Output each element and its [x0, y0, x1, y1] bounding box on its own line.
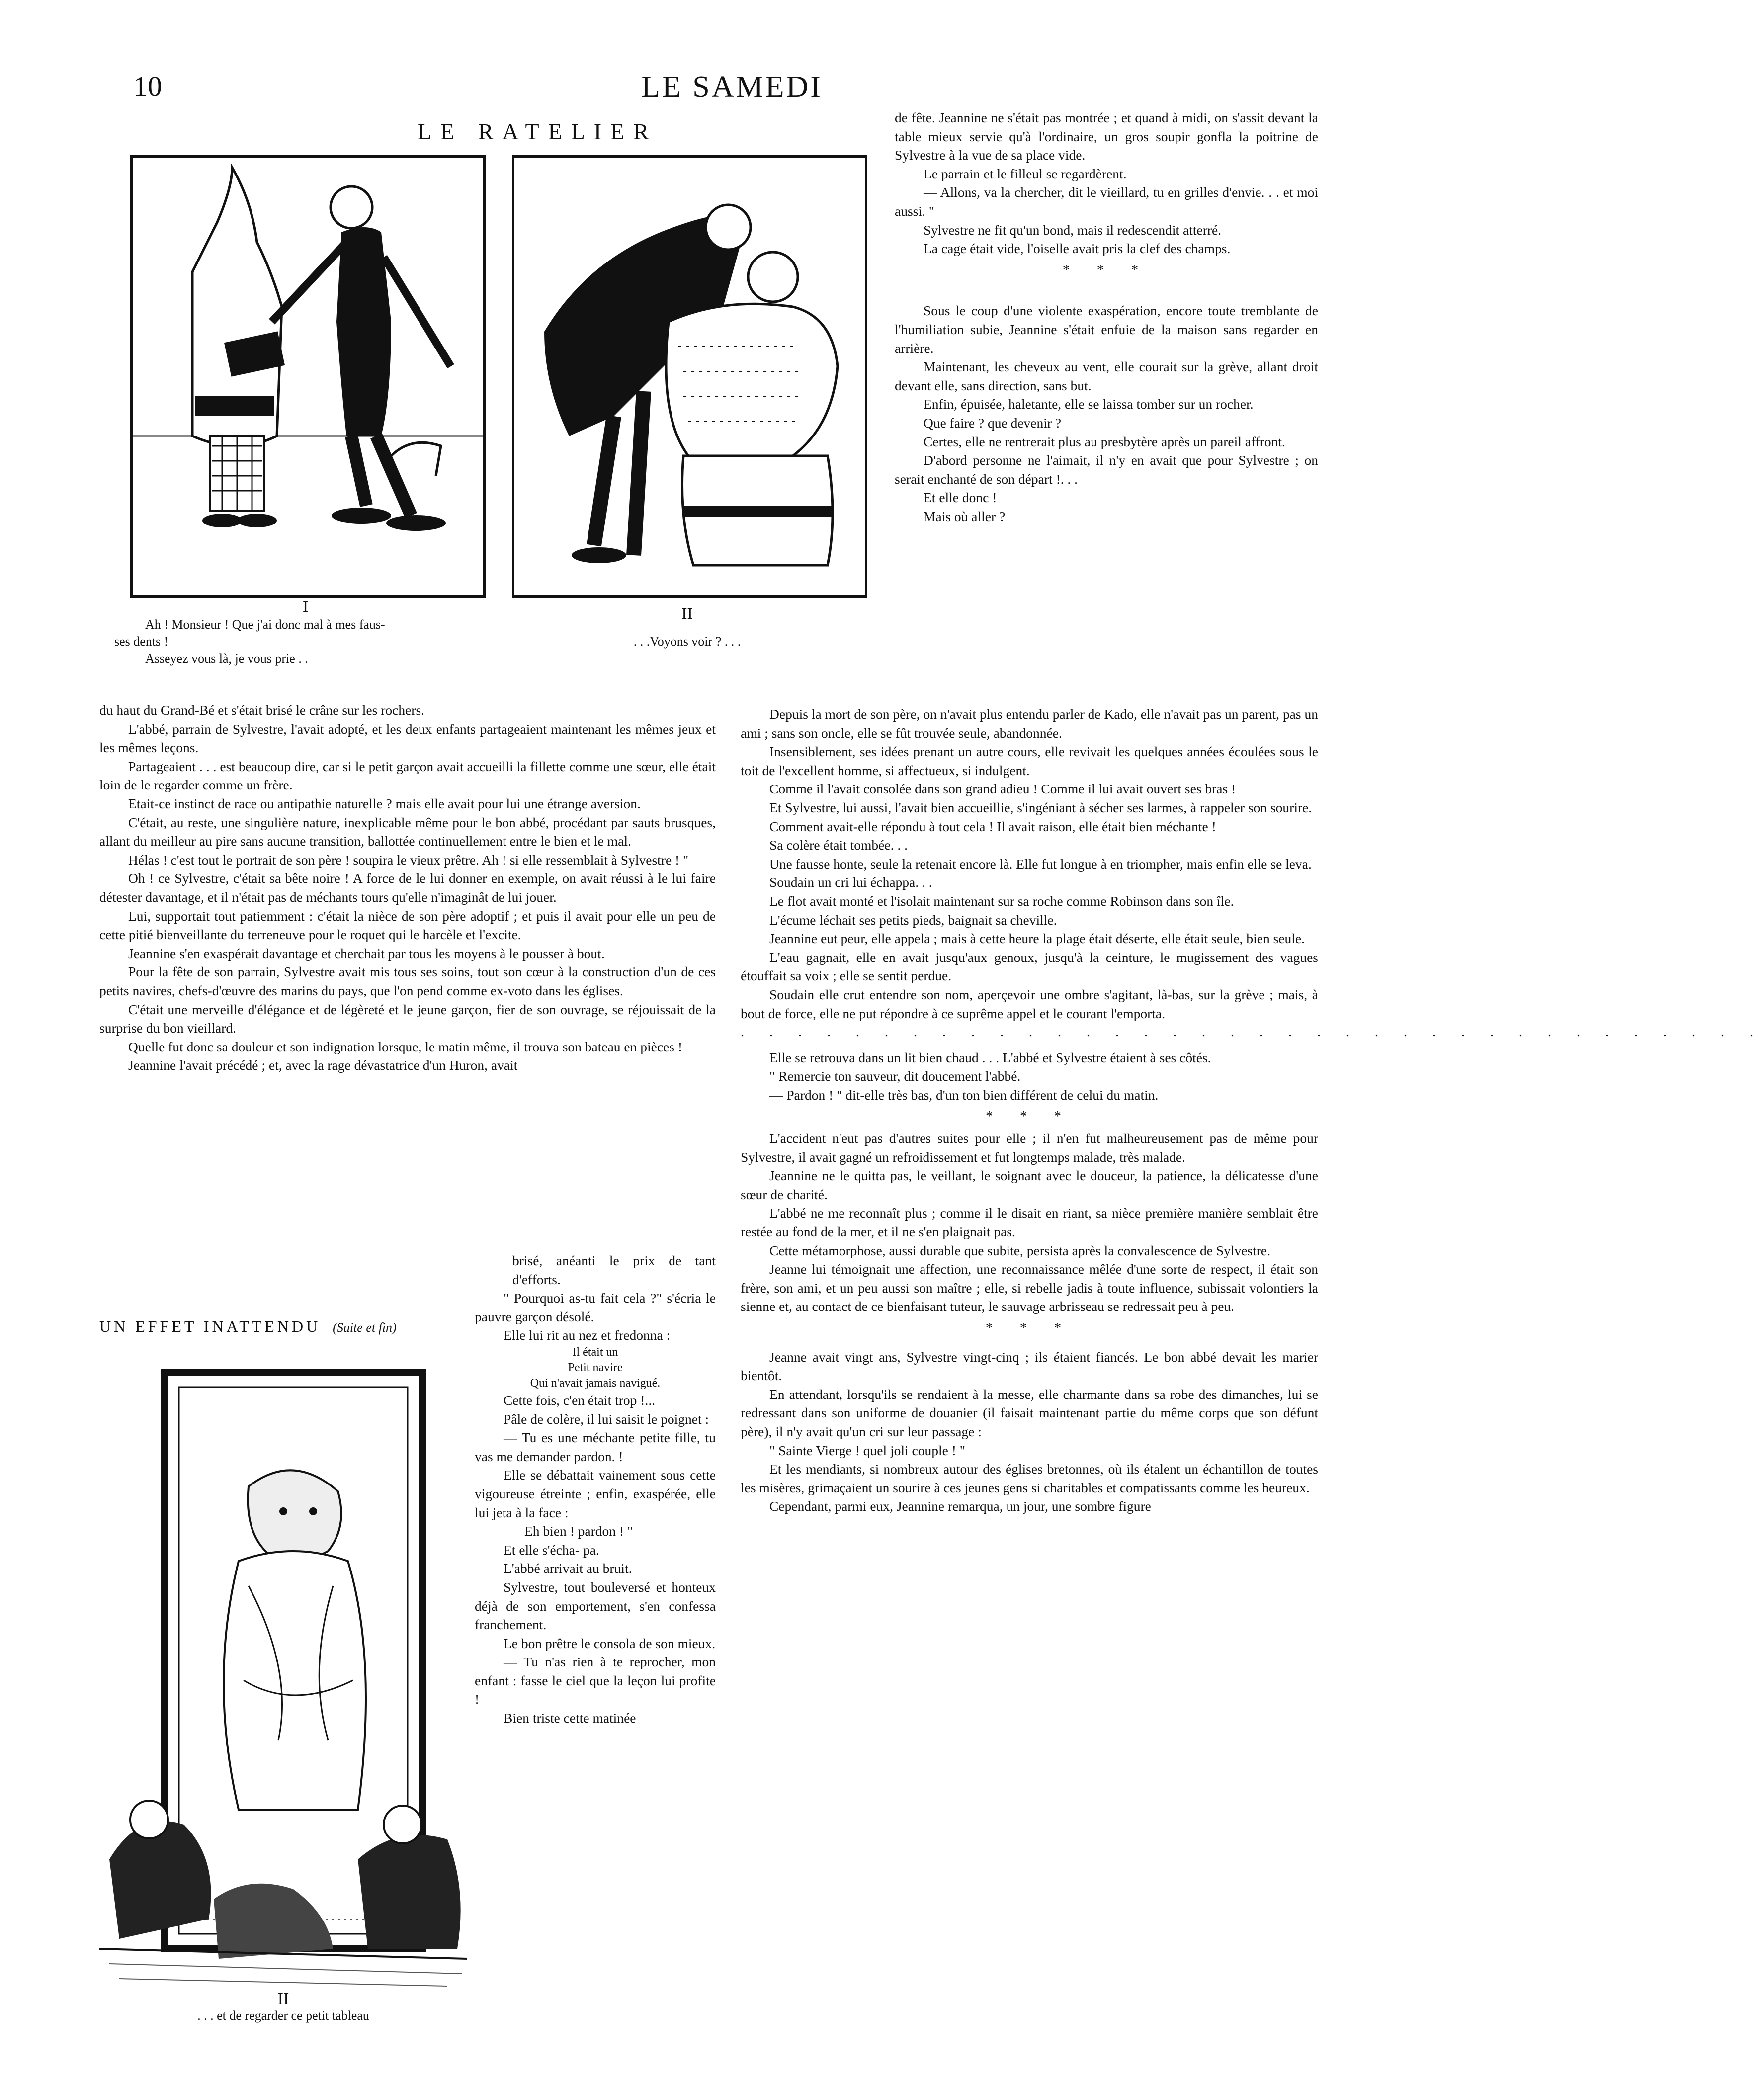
- paragraph: Soudain un cri lui échappa. . .: [769, 874, 932, 890]
- paragraph: Jeannine l'avait précédé ; et, avec la rage dévastatrice d'un Huron, avait: [128, 1057, 518, 1073]
- paragraph: Jeannine s'en exaspérait davantage et cherchait par tous les moyens à le pousser à bout.: [128, 945, 605, 961]
- paragraph: L'abbé ne me reconnaît plus ; comme il le disait en riant, sa nièce première manière semblait être restée au fond de la mer, et il ne s'en plaignait pas.: [741, 1205, 1318, 1240]
- paragraph: Et elle s'écha- pa.: [504, 1542, 599, 1558]
- paragraph: Elle lui rit au nez et fredonna :: [504, 1327, 671, 1343]
- paragraph: Jeanne lui témoignait une affection, une reconnaissance mêlée d'une sorte de respect, il était son frère, son ami, et un peu aussi son maître ; elle, si rebelle jadis à toute influence, subissait volontiers la sienne et, au contact de ce bienfaisant tuteur, le sauvage arbrisseau se redressait peu à peu.: [741, 1261, 1318, 1314]
- paragraph: Cette fois, c'en était trop !...: [504, 1392, 656, 1408]
- panel-1-caption-line: Ah ! Monsieur ! Que j'ai donc mal à mes faus-: [145, 617, 385, 632]
- paragraph: Jeanne avait vingt ans, Sylvestre vingt-cinq ; ils étaient fiancés. Le bon abbé devait les marier bientôt.: [741, 1349, 1318, 1384]
- paragraph: Sylvestre, tout bouleversé et honteux déjà de son emportement, s'en confessa franchement.: [475, 1579, 716, 1633]
- illustration-number: II: [277, 1990, 289, 2008]
- paragraph: L'abbé arrivait au bruit.: [504, 1561, 632, 1576]
- cartoon-panel-2-drawing: [514, 158, 865, 595]
- paragraph: " Remercie ton sauveur, dit doucement l'abbé.: [769, 1068, 1021, 1084]
- paragraph: C'était une merveille d'élégance et de légèreté et le jeune garçon, fier de son ouvrage, se réjouissait de la surprise du bon vieillard.: [99, 1001, 716, 1036]
- paragraph: Eh bien ! pardon ! ": [524, 1523, 633, 1539]
- paragraph: — Tu es une méchante petite fille, tu vas me demander pardon. !: [475, 1430, 716, 1464]
- section-separator: * * *: [986, 1320, 1073, 1336]
- paragraph: Et elle donc !: [924, 490, 997, 506]
- paragraph: Le flot avait monté et l'isolait maintenant sur sa roche comme Robinson dans son île.: [769, 893, 1234, 909]
- paragraph: Cette métamorphose, aussi durable que subite, persista après la convalescence de Sylvestre.: [769, 1242, 1270, 1258]
- paragraph: Hélas ! c'est tout le portrait de son père ! soupira le vieux prêtre. Ah ! si elle ressemblait à Sylvestre ! ": [128, 852, 689, 868]
- paragraph: Sylvestre ne fit qu'un bond, mais il redescendit atterré.: [924, 222, 1222, 238]
- paragraph: Et les mendiants, si nombreux autour des églises bretonnes, où ils étalent un échantillon de toutes les misères, grimaçaient un sourire à ces jeunes gens si charitables et compatissants comme les heureux.: [741, 1461, 1318, 1495]
- paragraph: Comment avait-elle répondu à tout cela ! Il avait raison, elle était bien méchante !: [769, 818, 1216, 834]
- cartoon-title: LE RATELIER: [418, 119, 658, 144]
- paragraph: Oh ! ce Sylvestre, c'était sa bête noire ! A force de le lui donner en exemple, on avait réussi à le lui faire détester davantage, et il n'était pas de méchants tours qu'elle n'imaginât de lui jouer.: [99, 871, 716, 905]
- panel-2-number: II: [681, 605, 693, 623]
- paragraph: Comme il l'avait consolée dans son grand adieu ! Comme il lui avait ouvert ses bras !: [769, 781, 1236, 797]
- paragraph: Jeannine ne le quitta pas, le veillant, le soignant avec le douceur, la patience, la délicatesse d'une sœur de charité.: [741, 1168, 1318, 1202]
- paragraph: Et Sylvestre, lui aussi, l'avait bien accueillie, s'ingéniant à sécher ses larmes, à rappeler son sourire.: [769, 799, 1312, 815]
- paragraph: Etait-ce instinct de race ou antipathie naturelle ? mais elle avait pour lui une étrange aversion.: [128, 795, 641, 811]
- poem-line: Qui n'avait jamais navigué.: [530, 1376, 661, 1390]
- poem: [475, 1345, 716, 1391]
- paragraph: " Pourquoi as-tu fait cela ?" s'écria le pauvre garçon désolé.: [475, 1290, 716, 1324]
- paragraph: D'abord personne ne l'aimait, il n'y en avait que pour Sylvestre ; on serait enchanté de son départ !. . .: [895, 452, 1318, 487]
- section-separator: * * *: [1063, 262, 1150, 278]
- paragraph: C'était, au reste, une singulière nature, inexplicable même pour le bon abbé, procédant par sauts brusques, allant du meilleur au pire sans aucune transition, ballottée continuellement entre le bien et le mal.: [99, 814, 716, 849]
- panel-1-caption: [114, 616, 492, 667]
- paragraph: Elle se débattait vainement sous cette vigoureuse étreinte ; enfin, exaspérée, elle lui jeta à la face :: [475, 1467, 716, 1520]
- panel-1-caption-line: Asseyez vous là, je vous prie . .: [145, 651, 308, 666]
- paragraph: Pâle de colère, il lui saisit le poignet :: [504, 1411, 709, 1427]
- illustration-title: UN EFFET INATTENDU: [99, 1317, 321, 1335]
- masthead-title: LE SAMEDI: [641, 70, 823, 104]
- paragraph: L'écume léchait ses petits pieds, baignait sa cheville.: [769, 912, 1057, 928]
- paragraph: Maintenant, les cheveux au vent, elle courait sur la grève, allant droit devant elle, sans direction, sans but.: [895, 359, 1318, 393]
- illustration-drawing: [99, 1362, 467, 1994]
- paragraph: Quelle fut donc sa douleur et son indignation lorsque, le matin même, il trouva son bateau en pièces !: [128, 1039, 682, 1054]
- paragraph: Que faire ? que devenir ?: [924, 415, 1062, 431]
- paragraph: Bien triste cette matinée: [504, 1710, 636, 1726]
- paragraph: La cage était vide, l'oiselle avait pris la clef des champs.: [924, 241, 1231, 257]
- poem-line: Petit navire: [568, 1361, 623, 1374]
- panel-1-number: I: [302, 598, 309, 616]
- paragraph: Insensiblement, ses idées prenant un autre cours, elle revivait les quelques années écoulées sous le toit de l'excellent homme, si affectueux, si indulgent.: [741, 744, 1318, 778]
- paragraph: L'accident n'eut pas d'autres suites pour elle ; il n'en fut malheureusement pas de même pour Sylvestre, il avait gagné un refroidissement et fut longtemps malade, très malade.: [741, 1131, 1318, 1165]
- right-wide-column: [741, 705, 1764, 1516]
- paragraph: Partageaient . . . est beaucoup dire, car si le petit garçon avait accueilli la fillette comme une sœur, elle était loin de le regarder comme un frère.: [99, 758, 716, 793]
- paragraph: Pour la fête de son parrain, Sylvestre avait mis tous ses soins, tout son cœur à la construction d'un de ces petits navires, chefs-d'œuvre des marins du pays, que l'on pend comme ex-voto dans les églises.: [99, 964, 716, 998]
- paragraph: Le bon prêtre le consola de son mieux.: [504, 1635, 716, 1651]
- paragraph: Soudain elle crut entendre son nom, aperçevoir une ombre s'agitant, là-bas, sur la grève ; mais, à bout de force, elle ne put répondre à ce suprême appel et le courant l'emporta.: [741, 986, 1318, 1021]
- paragraph: Certes, elle ne rentrerait plus au presbytère après un pareil affront.: [924, 434, 1285, 449]
- paragraph: L'abbé, parrain de Sylvestre, l'avait adopté, et les deux enfants partageaient maintenant les mêmes jeux et les mêmes leçons.: [99, 721, 716, 756]
- right-top-column: [895, 108, 1318, 525]
- paragraph: Elle se retrouva dans un lit bien chaud . . . L'abbé et Sylvestre étaient à ses côtés.: [769, 1049, 1211, 1065]
- paragraph: — Pardon ! " dit-elle très bas, d'un ton bien différent de celui du matin.: [769, 1087, 1159, 1103]
- paragraph: " Sainte Vierge ! quel joli couple ! ": [769, 1442, 965, 1458]
- paragraph: Sa colère était tombée. . .: [769, 837, 908, 853]
- paragraph: Sous le coup d'une violente exaspération, encore toute tremblante de l'humiliation subie, Jeannine s'était enfuie de la maison sans regarder en arrière.: [895, 303, 1318, 356]
- left-column: [99, 701, 716, 1075]
- middle-column: [475, 1251, 716, 1728]
- paragraph: L'eau gagnait, elle en avait jusqu'aux genoux, jusqu'à la ceinture, le mugissement des vagues étouffait sa voix ; elle se sentit perdue.: [741, 949, 1318, 984]
- paragraph: Cependant, parmi eux, Jeannine remarqua, un jour, une sombre figure: [769, 1498, 1151, 1514]
- paragraph: de fête. Jeannine ne s'était pas montrée ; et quand à midi, on s'assit devant la table mieux servie qu'à l'ordinaire, un gros soupir gonfla la poitrine de Sylvestre à la vue de sa place vide.: [895, 110, 1318, 163]
- section-separator: * * *: [986, 1109, 1073, 1125]
- cartoon-panel-1-drawing: [133, 158, 483, 595]
- paragraph: Depuis la mort de son père, on n'avait plus entendu parler de Kado, elle n'avait pas un parent, pas un ami ; sans son oncle, elle se fût trouvée seule, abandonnée.: [741, 706, 1318, 741]
- paragraph: du haut du Grand-Bé et s'était brisé le crâne sur les rochers.: [99, 702, 425, 718]
- panel-1-caption-line: ses dents !: [114, 634, 168, 649]
- cartoon-panel-2: [512, 155, 867, 598]
- illustration-heading: [99, 1317, 447, 1336]
- page-number: 10: [133, 70, 162, 102]
- paragraph: Lui, supportait tout patiemment : c'était la nièce de son père adoptif ; et puis il avait pour elle un peu de cette pitié bienveillante du terreneuve pour le roquet qui le harcèle et l'excite.: [99, 908, 716, 943]
- paragraph: Enfin, épuisée, haletante, elle se laissa tomber sur un rocher.: [924, 396, 1254, 412]
- illustration-caption: . . . et de regarder ce petit tableau: [197, 2008, 369, 2023]
- paragraph: Une fausse honte, seule la retenait encore là. Elle fut longue à en triompher, mais enfin elle se leva.: [769, 856, 1312, 872]
- paragraph: brisé, anéanti le prix de tant d'efforts.: [512, 1253, 716, 1287]
- paragraph: Le parrain et le filleul se regardèrent.: [924, 166, 1127, 181]
- paragraph: En attendant, lorsqu'ils se rendaient à la messe, elle charmante dans sa robe des dimanches, lui se redressant dans son uniforme de douanier (il faisait maintenant partie du même corps que son défunt père), il n'y avait qu'un cri sur leur passage :: [741, 1386, 1318, 1439]
- paragraph: — Tu n'as rien à te reprocher, mon enfant : fasse le ciel que la leçon lui profite !: [475, 1654, 716, 1707]
- dotted-separator: . . . . . . . . . . . . . . . . . . . . . . . . . . . . . . . . . . . .: [741, 1024, 1764, 1040]
- page-header: [0, 35, 1401, 104]
- illustration-subtitle: (Suite et fin): [333, 1320, 397, 1335]
- paragraph: — Allons, va la chercher, dit le vieillard, tu en grilles d'envie. . . et moi aussi. ": [895, 184, 1318, 219]
- paragraph: Mais où aller ?: [924, 508, 1006, 524]
- illustration-effet-inattendu: [99, 1362, 467, 1994]
- cartoon-panel-1: [130, 155, 486, 598]
- poem-line: Il était un: [572, 1345, 618, 1359]
- panel-2-caption: . . .Voyons voir ? . . .: [633, 634, 741, 649]
- paragraph: Jeannine eut peur, elle appela ; mais à cette heure la plage était déserte, elle était seule, bien seule.: [769, 931, 1305, 947]
